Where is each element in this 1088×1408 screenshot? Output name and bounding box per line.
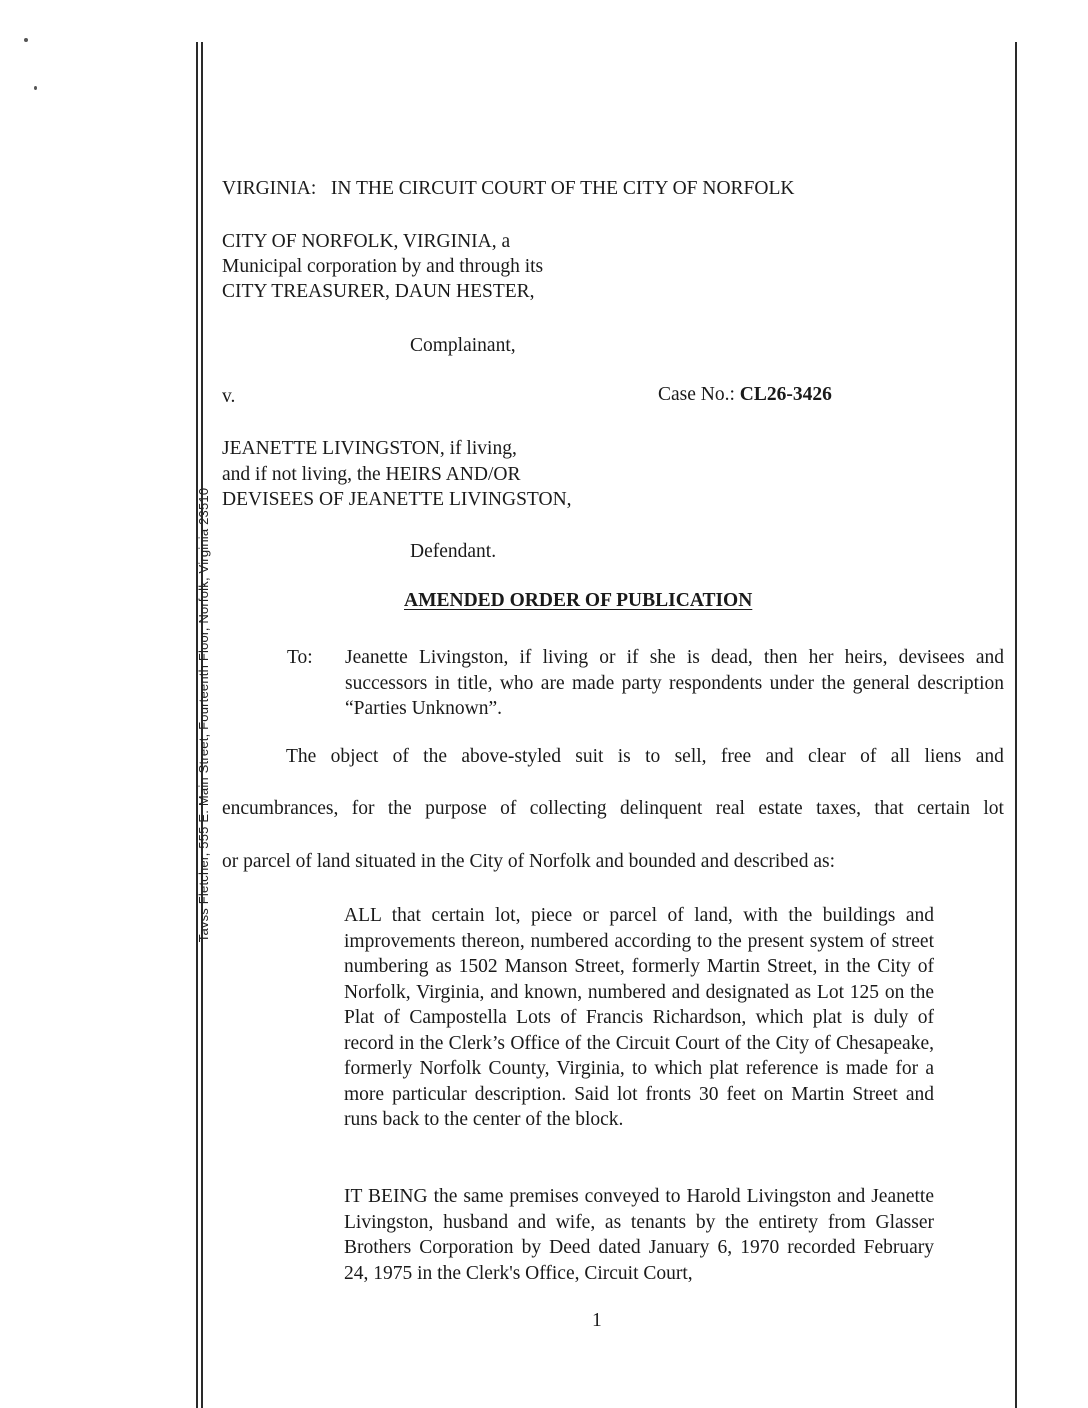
- body-word: of: [860, 746, 877, 767]
- document-title: AMENDED ORDER OF PUBLICATION: [404, 590, 753, 611]
- body-word: collecting: [529, 798, 607, 819]
- body-word: estate: [758, 798, 803, 819]
- case-number-label: Case No.:: [658, 384, 735, 405]
- body-word: clear: [807, 746, 846, 767]
- body-word: purpose: [425, 798, 487, 819]
- body-word: object: [330, 746, 379, 767]
- complainant-label: Complainant,: [410, 335, 516, 356]
- body-word: liens: [924, 746, 962, 767]
- body-line-2-text: [222, 798, 1004, 820]
- body-word: that: [874, 798, 904, 819]
- plaintiff-line: Municipal corporation by and through its: [222, 256, 544, 277]
- body-word: the: [423, 746, 447, 767]
- page-number: 1: [592, 1310, 602, 1331]
- body-word: the: [387, 798, 412, 819]
- body-line-1-text: [286, 746, 1004, 768]
- body-word: and: [765, 746, 794, 767]
- plaintiff-line: CITY TREASURER, DAUN HESTER,: [222, 281, 535, 302]
- to-label: To:: [287, 647, 313, 668]
- body-word: for: [351, 798, 375, 819]
- scan-speck: [24, 38, 28, 42]
- defendant-line: JEANETTE LIVINGSTON, if living,: [222, 438, 517, 459]
- body-line-3: or parcel of land situated in the City of Norfolk and bounded and described as:: [222, 851, 835, 872]
- body-word: real: [715, 798, 745, 819]
- right-margin-rule: [1015, 42, 1017, 1408]
- to-recipients: Jeanette Livingston, if living or if she is dead, then her heirs, devisees and successors in title, who are made party respondents under the general description “Parties Unknown”.: [345, 647, 1004, 719]
- body-word: certain: [916, 798, 971, 819]
- body-word: all: [890, 746, 911, 767]
- plaintiff-line: CITY OF NORFOLK, VIRGINIA, a: [222, 231, 511, 252]
- firm-address-sidebar: Tavss Fletcher, 555 E. Main Street, Fourteenth Floor, Norfolk, Virginia 23510: [196, 487, 211, 943]
- it-being-paragraph: IT BEING the same premises conveyed to Harold Livingston and Jeanette Livingston, husband and wife, as tenants by the entirety from Glasser Brothers Corporation by Deed dated January 6, 1970 recorded February 24, 1975 in the Clerk's Office, Circuit Court,: [344, 1186, 934, 1284]
- body-word: sell,: [674, 746, 707, 767]
- body-word: delinquent: [620, 798, 703, 819]
- body-word: of: [500, 798, 517, 819]
- scan-speck: [34, 86, 37, 90]
- case-number: CL26-3426: [739, 384, 832, 405]
- body-word: to: [645, 746, 661, 767]
- body-word: The: [286, 746, 317, 767]
- defendant-line: and if not living, the HEIRS AND/OR: [222, 464, 521, 485]
- body-word: of: [392, 746, 409, 767]
- body-line-1: [286, 746, 1004, 768]
- defendant-label: Defendant.: [410, 541, 497, 562]
- property-description: ALL that certain lot, piece or parcel of land, with the buildings and improvements thereon, numbered according to the present system of street numbering as 1502 Manson Street, formerly Martin Street, in the City of Norfolk, Virginia, and known, numbered and designated as Lot 125 on the Plat of Campostella Lots of Francis Richardson, which plat is duly of record in the Clerk’s Office of the Circuit Court of the City of Chesapeake, formerly Norfolk County, Virginia, to which plat reference is made for a more particular description. Said lot fronts 30 feet on Martin Street and runs back to the center of the block.: [344, 905, 934, 1130]
- body-word: free: [720, 746, 752, 767]
- body-word: lot: [983, 798, 1004, 819]
- body-word: and: [975, 746, 1004, 767]
- body-word: taxes,: [816, 798, 862, 819]
- body-word: suit: [575, 746, 604, 767]
- body-line-2: [222, 798, 1004, 820]
- body-word: encumbrances,: [222, 798, 339, 819]
- case-number-line: [658, 382, 832, 407]
- versus: v.: [222, 386, 236, 407]
- body-word: above-styled: [461, 746, 561, 767]
- court-heading: VIRGINIA: IN THE CIRCUIT COURT OF THE CITY OF NORFOLK: [222, 178, 795, 199]
- defendant-line: DEVISEES OF JEANETTE LIVINGSTON,: [222, 489, 572, 510]
- body-word: is: [617, 746, 631, 767]
